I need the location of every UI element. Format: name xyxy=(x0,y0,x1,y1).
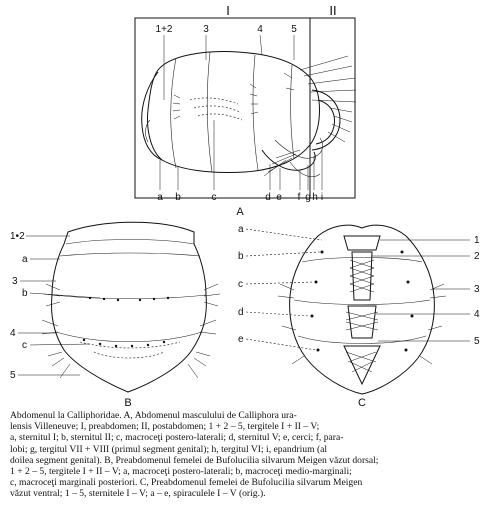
spiracle-label-a: a xyxy=(238,224,244,235)
panel-a xyxy=(135,3,356,218)
panel-letter-c: C xyxy=(358,397,366,409)
caption-line: 1 + 2 – 5, tergitele I + II – V; a, macroceţi postero-laterali; b, macroceţi medio-marginali; xyxy=(10,466,352,478)
label-b-medio-marginal: b xyxy=(22,288,28,299)
panel-c xyxy=(238,224,480,409)
sternite-label-1: 1 xyxy=(474,235,480,246)
sternite-label-3: 3 xyxy=(474,284,480,295)
spiracle-label-e: e xyxy=(238,334,244,345)
label-a-postero-lateral: a xyxy=(22,254,28,265)
spiracle-label-c: c xyxy=(238,279,243,290)
sternite-label-4: 4 xyxy=(474,309,480,320)
label-b-sternite-2: b xyxy=(175,192,181,203)
label-e-cerci: e xyxy=(276,192,282,203)
figure-caption xyxy=(10,410,490,500)
caption-line: lensis Villeneuve; I, preabdomen; II, postabdomen; 1 + 2 – 5, tergitele I + II – V; xyxy=(10,421,320,433)
label-h-tergite-6: h xyxy=(312,192,318,203)
spiracle-label-d: d xyxy=(238,307,244,318)
label-a-sternite-1: a xyxy=(157,192,163,203)
label-c-marginal-posterior: c xyxy=(22,340,27,351)
label-c-macrochaetae: c xyxy=(211,192,217,203)
spiracle-label-b: b xyxy=(238,251,244,262)
region-label-preabdomen: I xyxy=(226,3,230,18)
region-label-postabdomen: II xyxy=(329,3,337,18)
tergite-label-1-2: 1+2 xyxy=(155,24,173,35)
tergite-label-3: 3 xyxy=(12,276,18,287)
caption-line: c, macroceţi marginali posteriori. C, Preabdomenul femelei de Bufolucilia silvarum Meigen xyxy=(10,477,363,489)
label-g-tergite-7-8: g xyxy=(305,192,311,203)
panel-letter-a: A xyxy=(236,206,244,218)
label-f-paralobi: f xyxy=(297,192,301,203)
panel-letter-b: B xyxy=(124,397,132,409)
caption-line: văzut ventral; 1 – 5, sternitele I – V; a – e, spiraculele I – V (orig.). xyxy=(10,488,266,500)
tergite-label-5: 5 xyxy=(291,24,297,35)
label-i-epandrium: i xyxy=(320,192,324,203)
tergite-label-4: 4 xyxy=(10,328,16,339)
sternite-label-2: 2 xyxy=(474,251,480,262)
caption-line: lobi; g, tergitul VII + VIII (primul segment genital); h, tergitul VI; i, epandrium (al xyxy=(10,443,328,455)
tergite-label-5: 5 xyxy=(10,370,16,381)
tergite-label-3: 3 xyxy=(203,24,209,35)
caption-line: doilea segment genital). B, Preabdomenul femelei de Bufolucilia silvarum Meigen văzut dorsal; xyxy=(10,454,379,466)
tergite-label-4: 4 xyxy=(257,24,263,35)
caption-line: a, sternitul I; b, sternitul II; c, macroceţi postero-laterali; d, sternitul V; e, cerci; f, para- xyxy=(10,432,344,444)
tergite-label-1-2: 1•2 xyxy=(10,231,25,242)
panel-b xyxy=(10,222,220,409)
caption-line: Abdomenul la Calliphoridae. A, Abdomenul masculului de Calliphora ura- xyxy=(10,410,297,421)
sternite-label-5: 5 xyxy=(474,336,480,347)
label-d-sternite-5: d xyxy=(265,192,271,203)
